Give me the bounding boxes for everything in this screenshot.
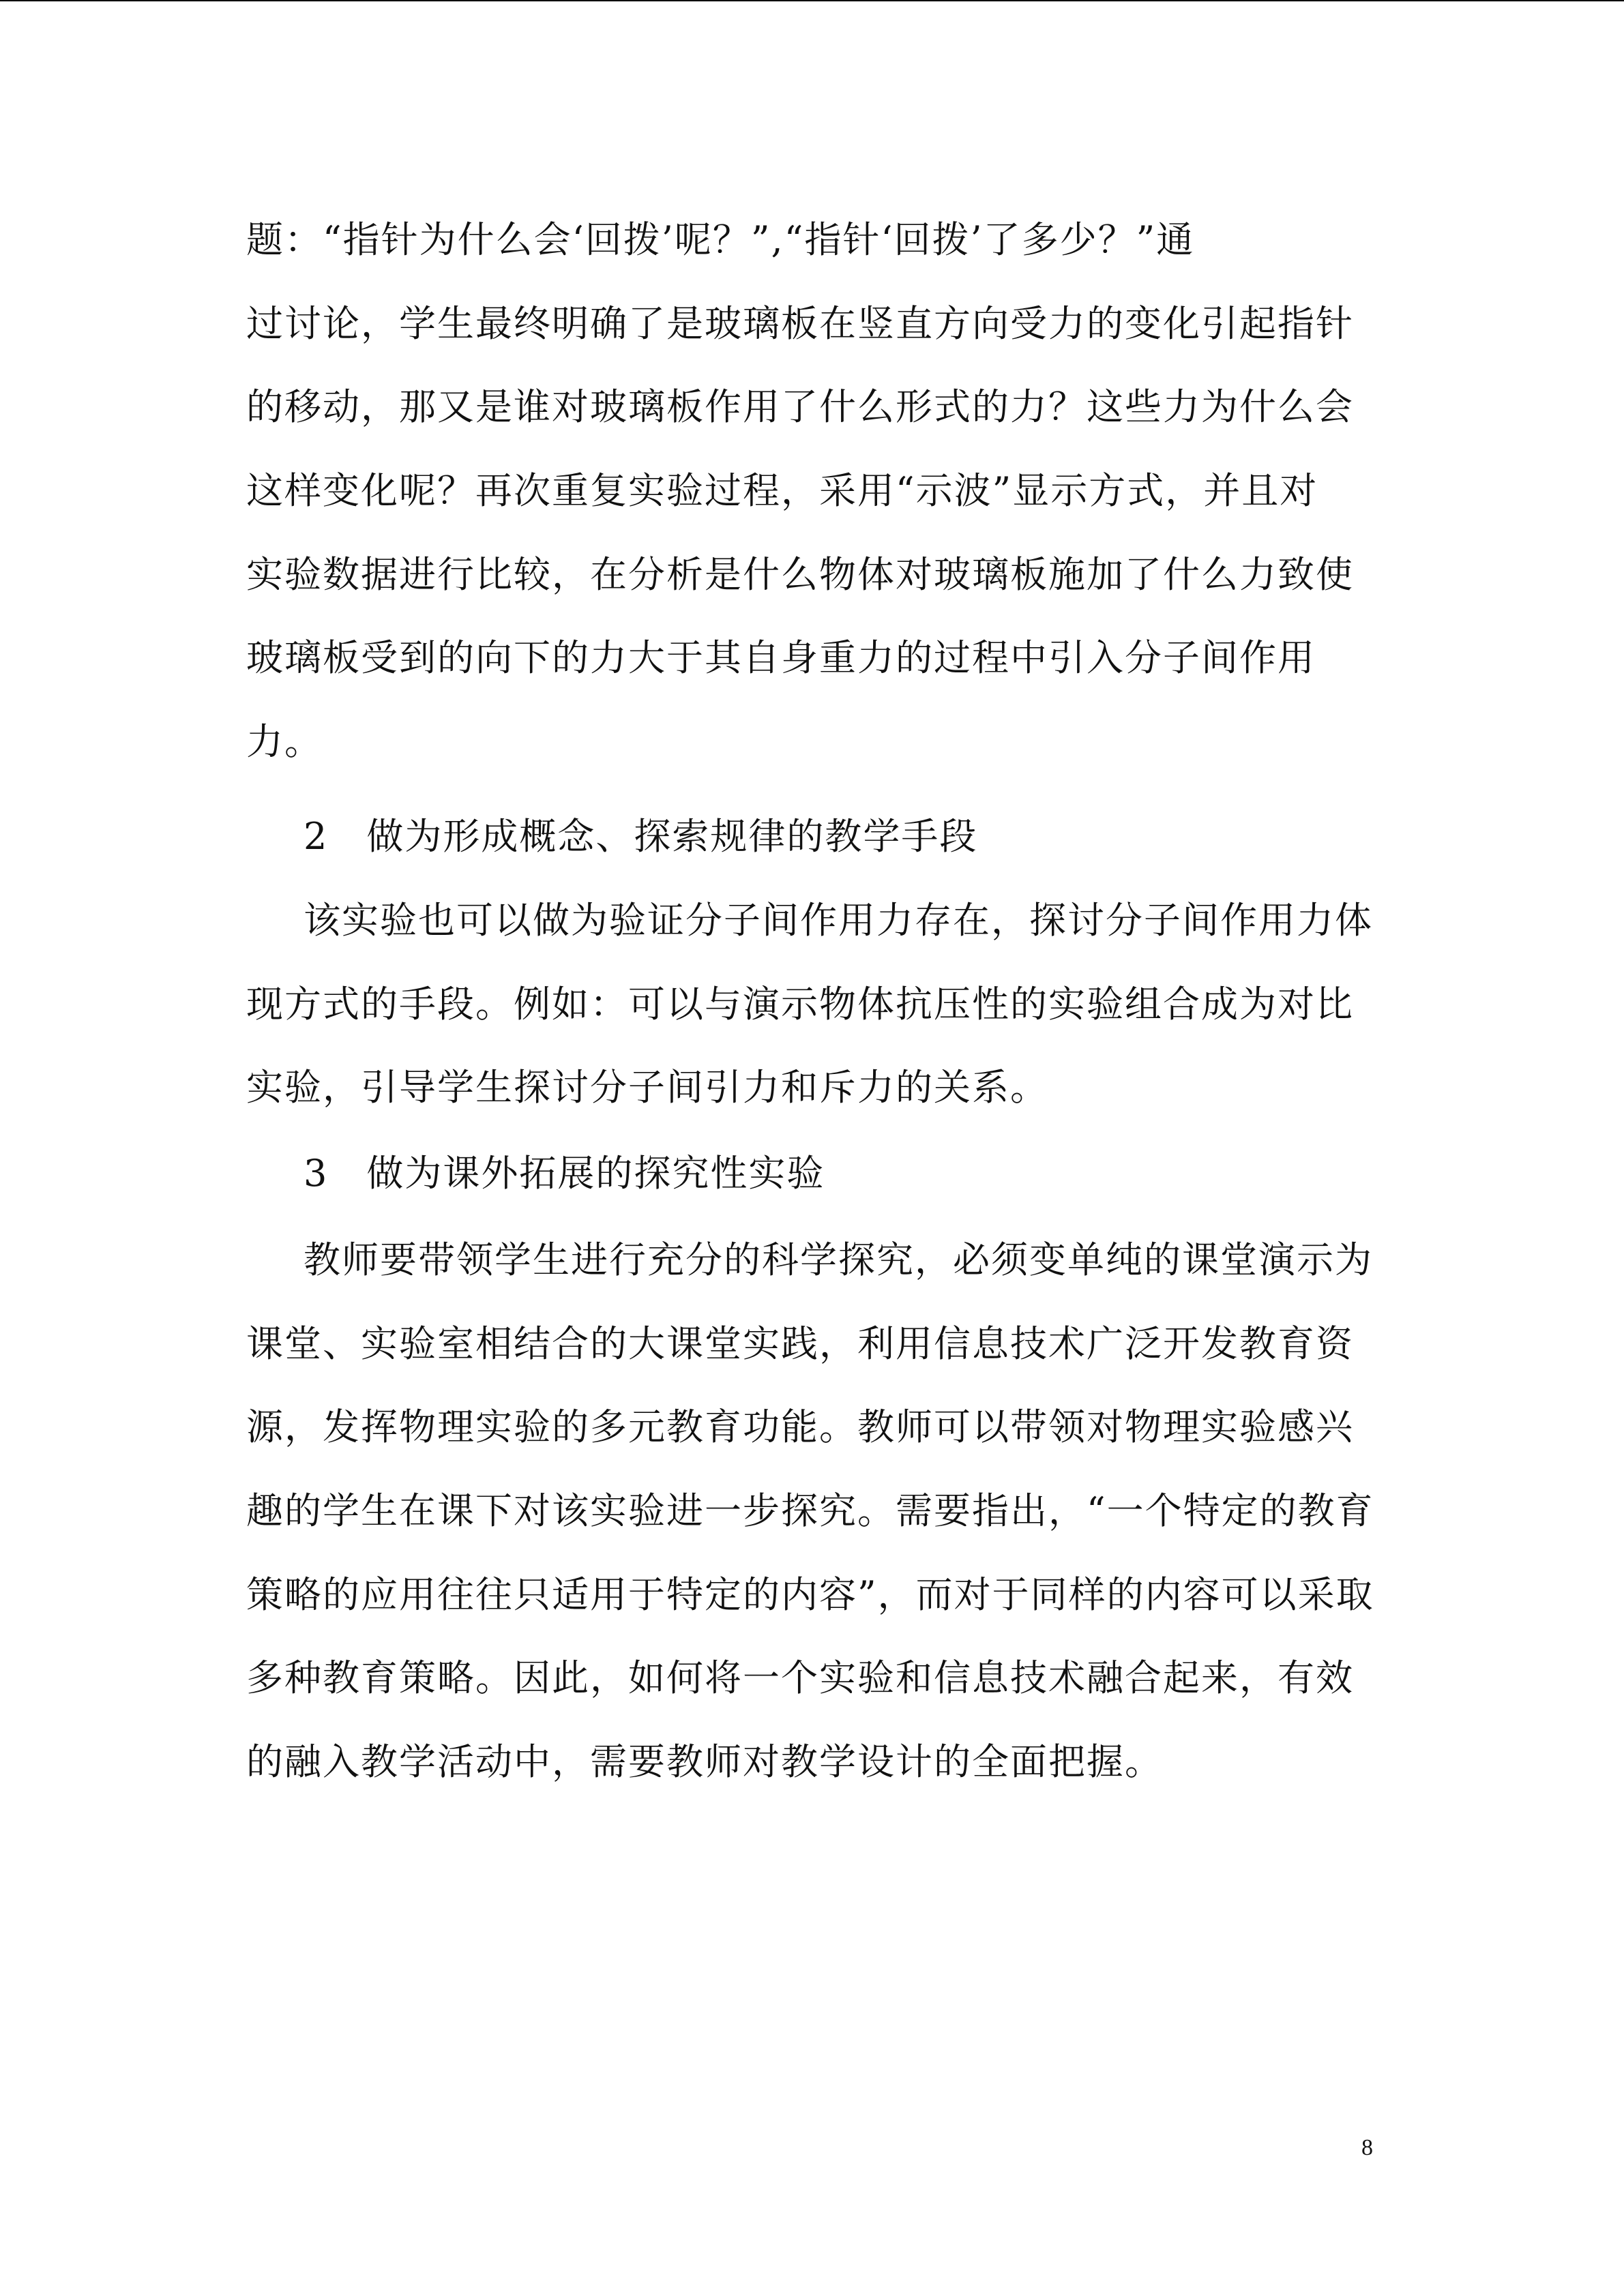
paragraph-line: 课堂、实验室相结合的大课堂实践，利用信息技术广泛开发教育资 bbox=[246, 1322, 1354, 1365]
section-heading-3: 3 做为课外拓展的探究性实验 bbox=[304, 1152, 825, 1195]
paragraph-line: 源，发挥物理实验的多元教育功能。教师可以带领对物理实验感兴 bbox=[246, 1405, 1354, 1448]
paragraph-line: 实验数据进行比较，在分析是什么物体对玻璃板施加了什么力致使 bbox=[246, 553, 1354, 596]
section-heading-2: 2 做为形成概念、探索规律的教学手段 bbox=[304, 815, 978, 858]
paragraph-line: 题：“指针为什么会‘回拨’呢？”,“指针‘回拨’了多少？”通 bbox=[246, 218, 1195, 261]
paragraph-line: 这样变化呢？再次重复实验过程，采用“示波”显示方式，并且对 bbox=[246, 469, 1318, 512]
paragraph-line: 教师要带领学生进行充分的科学探究，必须变单纯的课堂演示为 bbox=[304, 1238, 1373, 1281]
paragraph-line: 趣的学生在课下对该实验进一步探究。需要指出，“一个特定的教育 bbox=[246, 1489, 1374, 1532]
paragraph-line: 的移动，那又是谁对玻璃板作用了什么形式的力？这些力为什么会 bbox=[246, 385, 1354, 428]
paragraph-line: 多种教育策略。因此，如何将一个实验和信息技术融合起来，有效 bbox=[246, 1656, 1354, 1699]
paragraph-line: 策略的应用往往只适用于特定的内容”，而对于同样的内容可以采取 bbox=[246, 1573, 1374, 1616]
paragraph-line: 过讨论，学生最终明确了是玻璃板在竖直方向受力的变化引起指针 bbox=[246, 302, 1354, 345]
paragraph-line: 玻璃板受到的向下的力大于其自身重力的过程中引入分子间作用 bbox=[246, 636, 1316, 679]
page-top-border bbox=[0, 0, 1624, 1]
paragraph-line: 力。 bbox=[246, 720, 323, 763]
paragraph-line: 的融入教学活动中，需要教师对教学设计的全面把握。 bbox=[246, 1740, 1163, 1783]
paragraph-line: 现方式的手段。例如：可以与演示物体抗压性的实验组合成为对比 bbox=[246, 983, 1354, 1026]
page-number: 8 bbox=[1361, 2135, 1373, 2160]
paragraph-line: 该实验也可以做为验证分子间作用力存在，探讨分子间作用力体 bbox=[304, 899, 1373, 942]
paragraph-line: 实验，引导学生探讨分子间引力和斥力的关系。 bbox=[246, 1066, 1048, 1109]
